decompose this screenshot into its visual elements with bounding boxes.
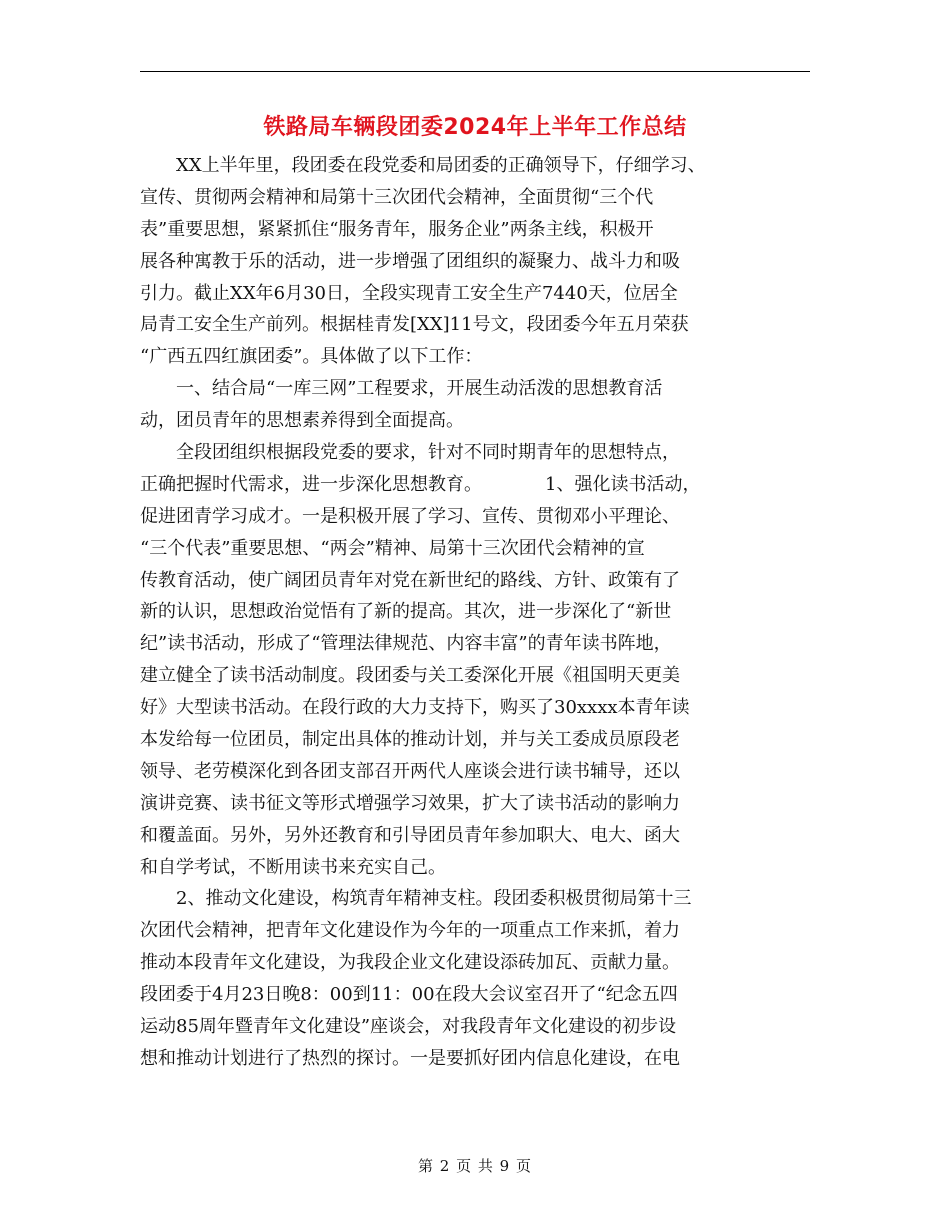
header-rule bbox=[140, 71, 810, 72]
paragraph-line: 次团代会精神，把青年文化建设作为今年的一项重点工作来抓，着力 bbox=[140, 920, 680, 942]
paragraph-line: 想和推动计划进行了热烈的探讨。一是要抓好团内信息化建设，在电 bbox=[140, 1047, 680, 1069]
paragraph-line: 传教育活动，使广阔团员青年对党在新世纪的路线、方针、政策有了 bbox=[140, 569, 680, 591]
paragraph-line: 宣传、贯彻两会精神和局第十三次团代会精神，全面贯彻“三个代 bbox=[140, 186, 654, 208]
paragraph-line: “广西五四红旗团委”。具体做了以下工作： bbox=[140, 346, 483, 368]
paragraph-line: 和覆盖面。另外，另外还教育和引导团员青年参加职大、电大、函大 bbox=[140, 824, 680, 846]
paragraph-line: 演讲竞赛、读书征文等形式增强学习效果，扩大了读书活动的影响力 bbox=[140, 792, 680, 814]
paragraph-line: 2、推动文化建设，构筑青年精神支柱。段团委积极贯彻局第十三 bbox=[140, 888, 692, 910]
paragraph-line: 全段团组织根据段党委的要求，针对不同时期青年的思想特点， bbox=[140, 442, 680, 464]
paragraph-line: 表”重要思想，紧紧抓住“服务青年，服务企业”两条主线，积极开 bbox=[140, 218, 654, 240]
paragraph-line: 局青工安全生产前列。根据桂青发[XX]11号文，段团委今年五月荣获 bbox=[140, 314, 689, 336]
paragraph-line: 展各种寓教于乐的活动，进一步增强了团组织的凝聚力、战斗力和吸 bbox=[140, 250, 680, 272]
paragraph-line: 段团委于4月23日晚8：00到11：00在段大会议室召开了“纪念五四 bbox=[140, 984, 678, 1006]
page-footer: 第 2 页 共 9 页 bbox=[418, 1157, 532, 1175]
paragraph-line: 动，团员青年的思想素养得到全面提高。 bbox=[140, 410, 464, 432]
paragraph-line: “三个代表”重要思想、“两会”精神、局第十三次团代会精神的宣 bbox=[140, 537, 645, 559]
paragraph-line: 引力。截止XX年6月30日，全段实现青工安全生产7440天，位居全 bbox=[140, 282, 678, 304]
document-body bbox=[140, 150, 810, 1075]
paragraph-line: XX上半年里，段团委在段党委和局团委的正确领导下，仔细学习、 bbox=[140, 155, 706, 176]
paragraph-line: 领导、老劳模深化到各团支部召开两代人座谈会进行读书辅导，还以 bbox=[140, 760, 680, 782]
paragraph-line: 好》大型读书活动。在段行政的大力支持下，购买了30xxxx本青年读 bbox=[140, 697, 690, 719]
paragraph-line: 促进团青学习成才。一是积极开展了学习、宣传、贯彻邓小平理论、 bbox=[140, 505, 680, 527]
paragraph-line: 推动本段青年文化建设，为我段企业文化建设添砖加瓦、贡献力量。 bbox=[140, 952, 680, 974]
document-title: 铁路局车辆段团委2024年上半年工作总结 bbox=[263, 115, 687, 140]
paragraph-line: 运动85周年暨青年文化建设”座谈会，对我段青年文化建设的初步设 bbox=[140, 1016, 677, 1038]
paragraph-line: 一、结合局“一库三网”工程要求，开展生动活泼的思想教育活 bbox=[140, 378, 663, 400]
paragraph-line: 新的认识，思想政治觉悟有了新的提高。其次，进一步深化了“新世 bbox=[140, 601, 672, 623]
paragraph-line: 本发给每一位团员，制定出具体的推动计划，并与关工委成员原段老 bbox=[140, 729, 680, 751]
paragraph-line: 建立健全了读书活动制度。段团委与关工委深化开展《祖国明天更美 bbox=[140, 665, 680, 687]
paragraph-line: 正确把握时代需求，进一步深化思想教育。 1、强化读书活动， bbox=[140, 473, 701, 495]
paragraph-line: 和自学考试，不断用读书来充实自己。 bbox=[140, 856, 446, 878]
paragraph-line: 纪”读书活动，形成了“管理法律规范、内容丰富”的青年读书阵地， bbox=[140, 633, 672, 655]
